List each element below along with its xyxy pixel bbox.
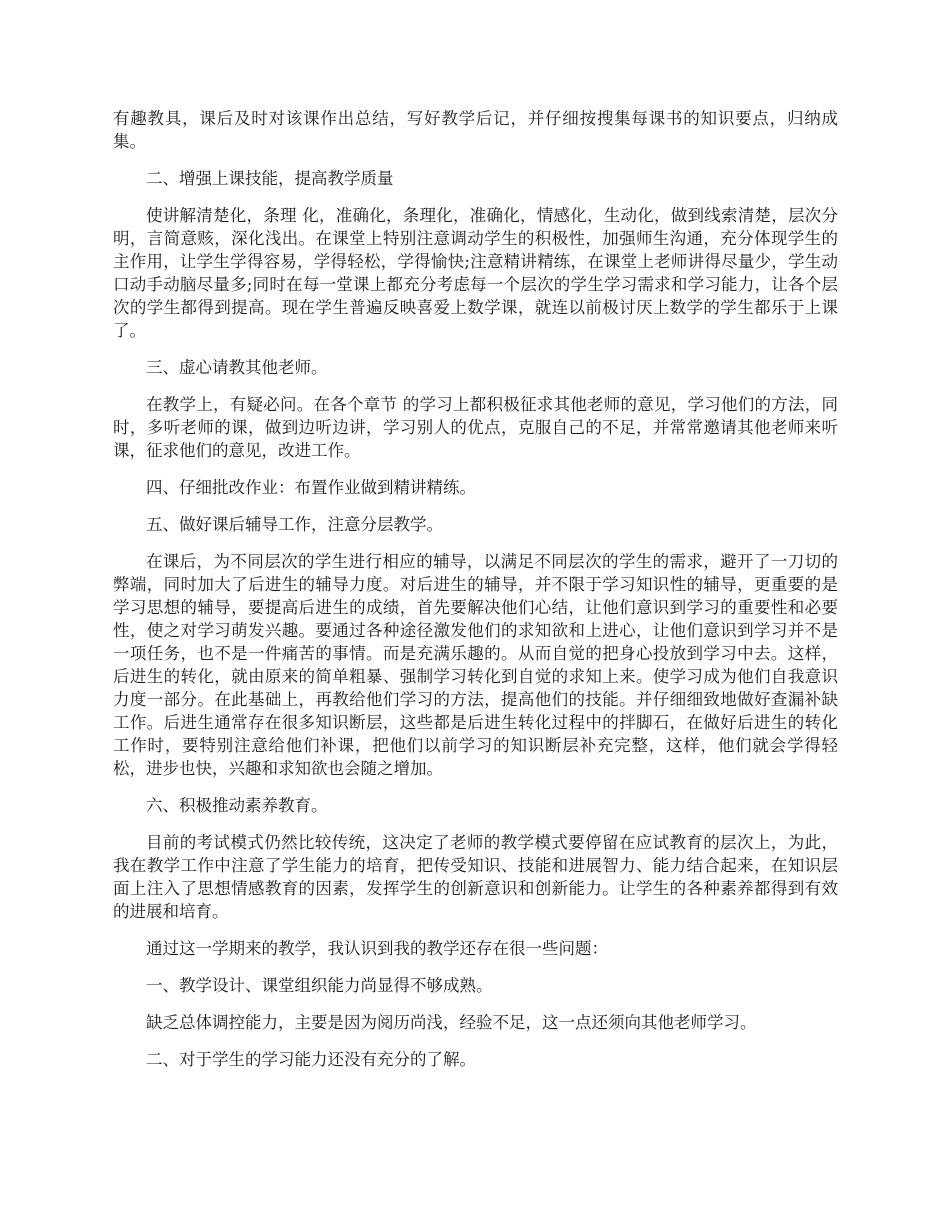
section-heading: 四、仔细批改作业：布置作业做到精讲精练。 — [146, 478, 476, 497]
section-heading: 三、虚心请教其他老师。 — [146, 358, 328, 377]
paragraph: 目前的考试模式仍然比较传统，这决定了老师的教学模式要停留在应试教育的层次上，为此，我在教学工作中注意了学生能力的培育，把传受知识、技能和进展智力、能力结合起来，在知识层面上注入了思想情感教育的因素，发挥学生的创新意识和创新能力。让学生的各种素养都得到有效的进展和培育。 — [113, 833, 838, 921]
section-heading: 六、积极推动素养教育。 — [146, 796, 328, 815]
paragraph: 使讲解清楚化，条理 化，准确化，条理化，准确化，情感化，生动化，做到线索清楚，层次分明，言简意赅，深化浅出。在课堂上特别注意调动学生的积极性，加强师生沟通，充分体现学生的主作用，让学生学得容易，学得轻松，学得愉快;注意精讲精练，在课堂上老师讲得尽量少，学生动口动手动脑尽量多;同时在每一堂课上都充分考虑每一个层次的学生学习需求和学习能力，让各个层次的学生都得到提高。现在学生普遍反映喜爱上数学课，就连以前极讨厌上数学的学生都乐于上课了。 — [113, 206, 838, 340]
paragraph: 缺乏总体调控能力，主要是因为阅历尚浅，经验不足，这一点还须向其他老师学习。 — [146, 1013, 757, 1032]
section-heading: 五、做好课后辅导工作，注意分层教学。 — [146, 515, 443, 534]
section-heading: 二、对于学生的学习能力还没有充分的了解。 — [146, 1050, 476, 1069]
paragraph: 在教学上，有疑必问。在各个章节 的学习上都积极征求其他老师的意见，学习他们的方法，同时，多听老师的课，做到边听边讲，学习别人的优点，克服自己的不足，并常常邀请其他老师来听课，征求他们的意见，改进工作。 — [113, 395, 838, 460]
paragraph: 在课后，为不同层次的学生进行相应的辅导，以满足不同层次的学生的需求，避开了一刀切的弊端，同时加大了后进生的辅导力度。对后进生的辅导，并不限于学习知识性的辅导，更重要的是学习思想的辅导，要提高后进生的成绩，首先要解决他们心结，让他们意识到学习的重要性和必要性，使之对学习萌发兴趣。要通过各种途径激发他们的求知欲和上进心，让他们意识到学习并不是一项任务，也不是一件痛苦的事情。而是充满乐趣的。从而自觉的把身心投放到学习中去。这样，后进生的转化，就由原来的简单粗暴、强制学习转化到自觉的求知上来。使学习成为他们自我意识力度一部分。在此基础上，再教给他们学习的方法，提高他们的技能。并仔细细致地做好查漏补缺工作。后进生通常存在很多知识断层，这些都是后进生转化过程中的拌脚石，在做好后进生的转化工作时，要特别注意给他们补课，把他们以前学习的知识断层补充完整，这样，他们就会学得轻松，进步也快，兴趣和求知欲也会随之增加。 — [113, 552, 838, 778]
paragraph: 通过这一学期来的教学，我认识到我的教学还存在很一些问题： — [146, 939, 608, 958]
section-heading: 二、增强上课技能，提高教学质量 — [146, 169, 394, 188]
document-body — [113, 107, 838, 1085]
section-heading: 一、教学设计、课堂组织能力尚显得不够成熟。 — [146, 976, 493, 995]
paragraph: 有趣教具，课后及时对该课作出总结，写好教学后记，并仔细按搜集每课书的知识要点，归纳成集。 — [113, 109, 838, 151]
